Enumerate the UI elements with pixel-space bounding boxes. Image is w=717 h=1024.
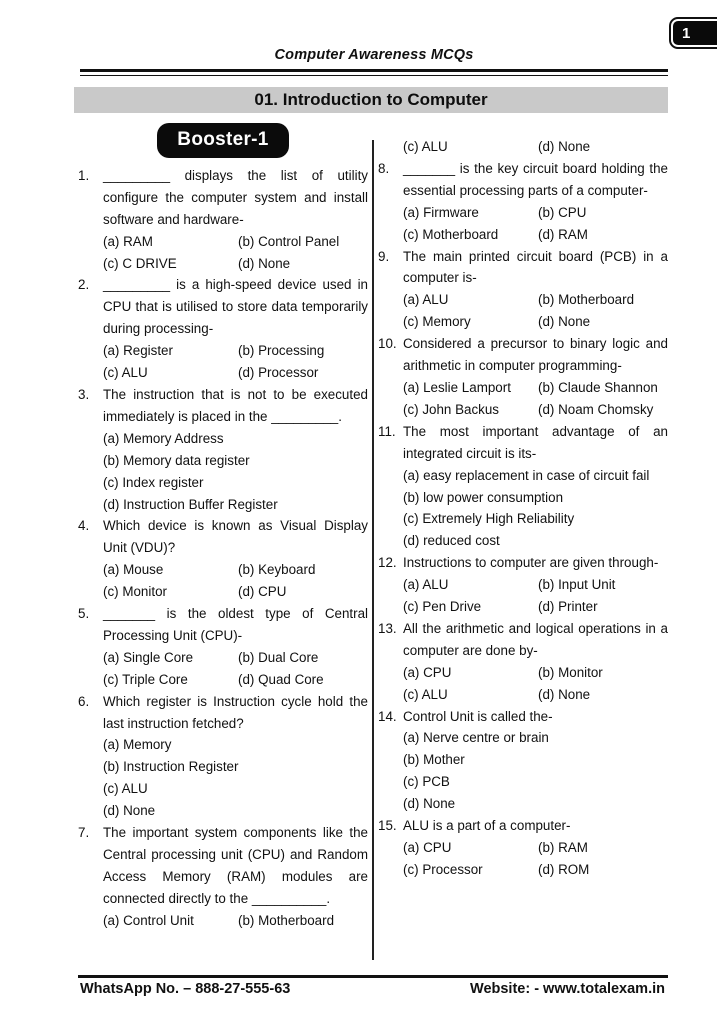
option-cell: (c) Memory <box>403 314 471 330</box>
option-cell: (a) Control Unit <box>103 912 194 928</box>
question-3-option-row <box>103 450 368 472</box>
option-cell: (d) Printer <box>538 599 598 615</box>
right-column <box>378 136 668 881</box>
question-14-option-row <box>403 749 668 771</box>
question-3-option-row <box>103 494 368 516</box>
question-9-block <box>378 246 668 334</box>
question-4-block <box>78 515 368 603</box>
question-4-option-row <box>103 581 368 603</box>
question-text: _________ is a high-speed device used in CPU that is utilised to store data temporarily during processing- <box>103 277 368 337</box>
option-cell: (c) C DRIVE <box>103 255 177 271</box>
question-12-block <box>378 552 668 618</box>
option-cell: (b) Motherboard <box>538 292 635 308</box>
option-cell: (c) Processor <box>403 861 483 877</box>
option-cell: (a) Mouse <box>103 562 164 578</box>
question-body <box>403 158 668 246</box>
question-2-option-row <box>103 362 368 384</box>
question-11-option-row <box>403 487 668 509</box>
question-number: 6. <box>78 693 90 709</box>
option-cell: (b) Keyboard <box>238 562 316 578</box>
question-5-option-row <box>103 647 368 669</box>
option-cell: (c) ALU <box>403 686 448 702</box>
option-cell: (a) CPU <box>403 664 452 680</box>
question-body <box>403 706 668 816</box>
option-cell: (b) CPU <box>538 204 587 220</box>
option-cell: (a) Nerve centre or brain <box>403 730 549 746</box>
question-text: The most important advantage of an integrated circuit is its- <box>403 423 668 461</box>
question-4-option-row <box>103 559 368 581</box>
option-cell: (c) Motherboard <box>403 226 499 242</box>
question-number: 10. <box>378 336 397 352</box>
option-cell: (b) Motherboard <box>238 912 335 928</box>
question-14-option-row <box>403 727 668 749</box>
option-cell: (b) RAM <box>538 840 588 855</box>
question-number: 1. <box>78 167 90 183</box>
question-12-option-row <box>403 596 668 618</box>
question-body <box>403 618 668 706</box>
question-text: All the arithmetic and logical operations in a computer are done by- <box>403 620 668 658</box>
option-cell: (a) Leslie Lamport <box>403 379 511 395</box>
question-number: 13. <box>378 620 397 636</box>
footer-website: Website: - www.totalexam.in <box>470 981 665 997</box>
question-text: Which device is known as Visual Display Unit (VDU)? <box>103 518 368 556</box>
question-11-option-row <box>403 530 668 552</box>
question-body <box>403 246 668 334</box>
question-10-option-row <box>403 399 668 421</box>
question-number: 4. <box>78 518 90 534</box>
question-body <box>103 691 368 822</box>
question-6-block <box>78 691 368 822</box>
question-body <box>403 333 668 421</box>
question-text: The main printed circuit board (PCB) in a computer is- <box>403 248 668 286</box>
option-cell: (b) Dual Core <box>238 649 319 665</box>
question-number: 9. <box>378 248 390 264</box>
question-6-option-row <box>103 800 368 822</box>
question-2-block <box>78 274 368 384</box>
question-number: 7. <box>78 825 90 841</box>
question-number: 15. <box>378 818 397 834</box>
option-cell: (d) None <box>103 803 156 819</box>
option-cell: (d) None <box>538 314 591 330</box>
question-6-option-row <box>103 734 368 756</box>
option-cell: (b) Memory data register <box>103 452 250 468</box>
page-number: 1 <box>673 21 717 45</box>
question-text: Control Unit is called the- <box>403 708 553 724</box>
question-text: _______ is the oldest type of Central Processing Unit (CPU)- <box>103 606 368 643</box>
option-cell: (d) None <box>538 139 591 154</box>
question-body <box>103 384 368 515</box>
question-1-option-row <box>103 231 368 253</box>
option-cell: (b) low power consumption <box>403 489 564 505</box>
question-8-option-row <box>403 224 668 246</box>
question-3-block <box>78 384 368 515</box>
question-text: Which register is Instruction cycle hold the last instruction fetched? <box>103 693 368 731</box>
document-title: Computer Awareness MCQs <box>274 47 474 63</box>
question-7-options-continuation <box>378 136 668 158</box>
question-number: 11. <box>378 423 396 439</box>
question-number: 14. <box>378 708 397 724</box>
question-body <box>403 552 668 618</box>
question-12-option-row <box>403 574 668 596</box>
question-body <box>103 515 368 603</box>
option-cell: (d) Processor <box>238 365 319 381</box>
question-13-option-row <box>403 662 668 684</box>
question-body <box>103 274 368 384</box>
question-body <box>403 421 668 552</box>
question-text: ALU is a part of a computer- <box>403 818 571 834</box>
option-cell: (d) ROM <box>538 861 590 877</box>
question-11-option-row <box>403 508 668 530</box>
question-10-block <box>378 333 668 421</box>
question-number-spacer <box>378 136 403 158</box>
question-1-block <box>78 165 368 275</box>
question-body <box>103 822 368 932</box>
option-cell: (d) Instruction Buffer Register <box>103 496 278 512</box>
question-text: Considered a precursor to binary logic and arithmetic in computer programming- <box>403 336 668 374</box>
question-10-option-row <box>403 377 668 399</box>
option-cell: (c) ALU <box>403 139 448 154</box>
option-cell: (a) ALU <box>403 577 449 593</box>
question-15-option-row <box>403 859 668 881</box>
question-11-block <box>378 421 668 552</box>
question-number: 8. <box>378 160 390 176</box>
question-body <box>103 165 368 275</box>
option-cell: (a) ALU <box>403 292 449 308</box>
question-number: 12. <box>378 555 397 571</box>
option-cell: (c) Index register <box>103 474 204 490</box>
option-cell: (c) Extremely High Reliability <box>403 511 575 527</box>
question-11-option-row <box>403 465 668 487</box>
question-number: 5. <box>78 606 90 622</box>
option-cell: (b) Processing <box>238 343 325 359</box>
question-13-option-row <box>403 684 668 706</box>
option-cell: (b) Mother <box>403 752 465 768</box>
option-cell: (c) ALU <box>103 365 148 381</box>
question-text: _______ is the key circuit board holding the essential processing parts of a computer- <box>403 160 668 198</box>
option-cell: (a) CPU <box>403 840 452 855</box>
question-number: 3. <box>78 386 90 402</box>
option-cell: (c) Monitor <box>103 584 167 600</box>
option-cell: (b) Claude Shannon <box>538 379 658 395</box>
option-cell: (a) Memory Address <box>103 430 224 446</box>
question-15-block <box>378 815 668 881</box>
option-cell: (c) ALU <box>103 781 148 797</box>
option-cell: (a) Firmware <box>403 204 479 220</box>
option-cell: (d) CPU <box>238 584 287 600</box>
option-cell: (a) Single Core <box>103 649 194 665</box>
option-cell: (a) easy replacement in case of circuit fail <box>403 467 650 483</box>
question-text: The instruction that is not to be executed immediately is placed in the _________. <box>103 386 368 424</box>
question-body <box>103 603 368 691</box>
question-5-block <box>78 603 368 691</box>
option-cell: (b) Control Panel <box>238 233 340 249</box>
option-cell: (b) Instruction Register <box>103 759 239 775</box>
option-cell: (d) Quad Core <box>238 671 324 687</box>
question-7-block <box>78 822 368 932</box>
question-text: Instructions to computer are given through- <box>403 555 659 571</box>
option-cell: (d) RAM <box>538 226 588 242</box>
question-text: The important system components like the Central processing unit (CPU) and Random Access Memory (RAM) modules are connected directly to the __________. <box>103 825 368 906</box>
question-8-option-row <box>403 202 668 224</box>
section-banner: 01. Introduction to Computer <box>74 87 668 113</box>
title-rule <box>80 69 668 76</box>
question-1-option-row <box>103 253 368 275</box>
option-cell: (d) reduced cost <box>403 533 500 549</box>
question-body <box>403 815 668 881</box>
question-6-option-row <box>103 778 368 800</box>
question-9-option-row <box>403 311 668 333</box>
question-15-option-row <box>403 837 668 859</box>
question-14-option-row <box>403 793 668 815</box>
question-number: 2. <box>78 277 90 293</box>
option-cell: (c) Pen Drive <box>403 599 482 615</box>
footer-rule <box>78 975 668 978</box>
column-divider <box>372 140 374 960</box>
option-cell: (b) Monitor <box>538 664 603 680</box>
question-14-block <box>378 706 668 816</box>
option-cell: (d) None <box>538 686 591 702</box>
question-5-option-row <box>103 669 368 691</box>
question-8-block <box>378 158 668 246</box>
question-3-option-row <box>103 428 368 450</box>
question-6-option-row <box>103 756 368 778</box>
option-cell: (c) PCB <box>403 774 450 790</box>
option-cell: (d) None <box>238 255 291 271</box>
option-cell: (d) Noam Chomsky <box>538 401 654 417</box>
question-3-option-row <box>103 472 368 494</box>
question-14-option-row <box>403 771 668 793</box>
question-13-block <box>378 618 668 706</box>
option-cell: (a) Memory <box>103 737 172 753</box>
option-cell: (c) Triple Core <box>103 671 188 687</box>
option-cell: (a) Register <box>103 343 173 359</box>
page-number-badge <box>669 17 717 49</box>
left-column <box>78 120 368 932</box>
option-cell: (c) John Backus <box>403 401 500 417</box>
option-cell: (a) RAM <box>103 233 153 249</box>
question-2-option-row <box>103 340 368 362</box>
option-cell: (d) None <box>403 796 456 812</box>
footer-whatsapp: WhatsApp No. – 888-27-555-63 <box>80 981 291 997</box>
option-cell: (b) Input Unit <box>538 577 616 593</box>
question-body <box>403 136 668 158</box>
question-9-option-row <box>403 289 668 311</box>
question-7-option-row <box>103 910 368 932</box>
question-7-option-row <box>403 136 668 158</box>
question-text: _________ displays the list of utility configure the computer system and install software and hardware- <box>103 167 368 227</box>
booster-badge: Booster-1 <box>157 123 289 158</box>
